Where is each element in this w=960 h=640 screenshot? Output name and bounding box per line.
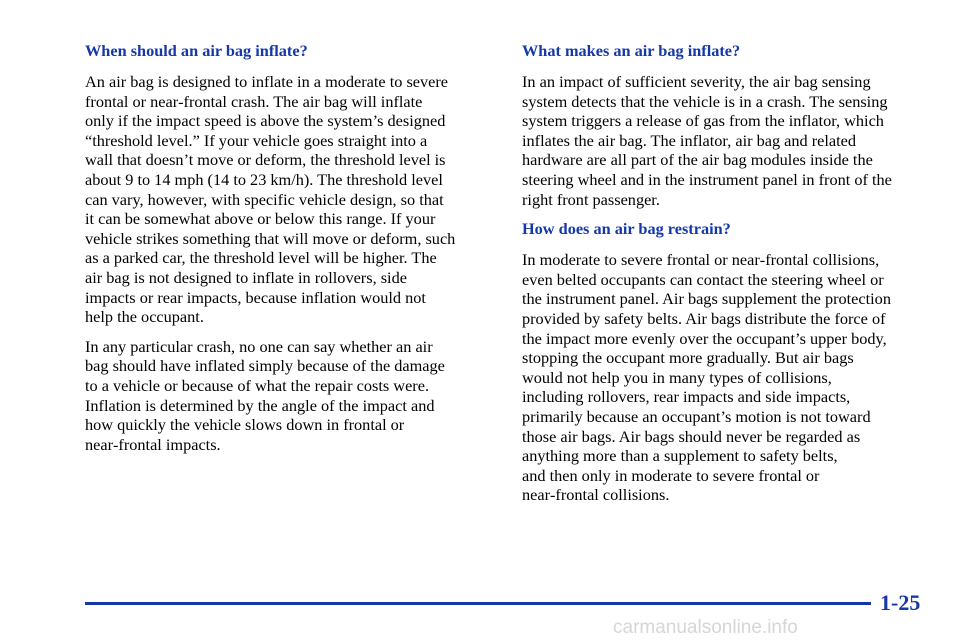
watermark: carmanualsonline.info — [613, 617, 798, 638]
text-line: even belted occupants can contact the steering wheel or — [522, 269, 884, 289]
text-line: about 9 to 14 mph (14 to 23 km/h). The threshold level — [85, 169, 443, 189]
text-line: would not help you in many types of collisions, — [522, 367, 832, 387]
text-line: vehicle strikes something that will move or deform, such — [85, 228, 456, 248]
page-number: 1-25 — [880, 590, 921, 615]
text-line: impacts or rear impacts, because inflation would not — [85, 287, 426, 307]
text-line: stopping the occupant more gradually. But air bags — [522, 348, 854, 368]
text-line: right front passenger. — [522, 189, 660, 209]
text-line: steering wheel and in the instrument panel in front of the — [522, 169, 892, 189]
text-line: system detects that the vehicle is in a crash. The sensing — [522, 91, 888, 111]
text-line: as a parked car, the threshold level will be higher. The — [85, 248, 437, 268]
section-heading-how-restrain: How does an air bag restrain? — [522, 219, 731, 239]
left-column — [85, 41, 495, 464]
text-line: and then only in moderate to severe frontal or — [522, 465, 820, 485]
text-line: primarily because an occupant’s motion is not toward — [522, 406, 871, 426]
text-line: In moderate to severe frontal or near‐frontal collisions, — [522, 250, 880, 270]
text-line: how quickly the vehicle slows down in frontal or — [85, 415, 405, 435]
text-line: An air bag is designed to inflate in a moderate to severe — [85, 72, 449, 91]
paragraph-inflation-threshold — [85, 72, 495, 327]
text-line: only if the impact speed is above the system’s designed — [85, 111, 446, 131]
text-line: system triggers a release of gas from the inflator, which — [522, 111, 884, 131]
text-line: near‐frontal impacts. — [85, 434, 221, 454]
text-line: air bag is not designed to inflate in rollovers, side — [85, 267, 407, 287]
text-line: to a vehicle or because of what the repair costs were. — [85, 375, 430, 395]
footer-divider — [85, 602, 871, 605]
text-line: wall that doesn’t move or deform, the threshold level is — [85, 150, 446, 170]
section-heading-when-inflate: When should an air bag inflate? — [85, 41, 308, 60]
text-line: near‐frontal collisions. — [522, 485, 670, 505]
text-line: the impact more evenly over the occupant’s upper body, — [522, 328, 887, 348]
section-heading-what-makes-inflate: What makes an air bag inflate? — [522, 41, 741, 60]
text-line: “threshold level.” If your vehicle goes straight into a — [85, 130, 428, 150]
text-line: In any particular crash, no one can say whether an air — [85, 336, 433, 356]
text-line: help the occupant. — [85, 307, 204, 327]
text-line: including rollovers, rear impacts and side impacts, — [522, 387, 851, 407]
paragraph-restraint — [522, 250, 932, 505]
paragraph-sensing-system — [522, 72, 932, 209]
text-line: can vary, however, with specific vehicle design, so that — [85, 189, 444, 209]
paragraph-crash-damage — [85, 337, 495, 455]
text-line: frontal or near‐frontal crash. The air bag will inflate — [85, 91, 423, 111]
text-line: hardware are all part of the air bag modules inside the — [522, 150, 873, 170]
text-line: anything more than a supplement to safety belts, — [522, 446, 838, 466]
text-line: inflates the air bag. The inflator, air bag and related — [522, 130, 857, 150]
text-line: it can be somewhat above or below this range. If your — [85, 209, 436, 229]
text-line: the instrument panel. Air bags supplement the protection — [522, 289, 891, 309]
text-line: Inflation is determined by the angle of the impact and — [85, 395, 435, 415]
text-line: provided by safety belts. Air bags distribute the force of — [522, 308, 886, 328]
text-line: those air bags. Air bags should never be regarded as — [522, 426, 861, 446]
right-column — [522, 41, 932, 515]
text-line: In an impact of sufficient severity, the air bag sensing — [522, 72, 871, 91]
text-line: bag should have inflated simply because of the damage — [85, 356, 445, 376]
